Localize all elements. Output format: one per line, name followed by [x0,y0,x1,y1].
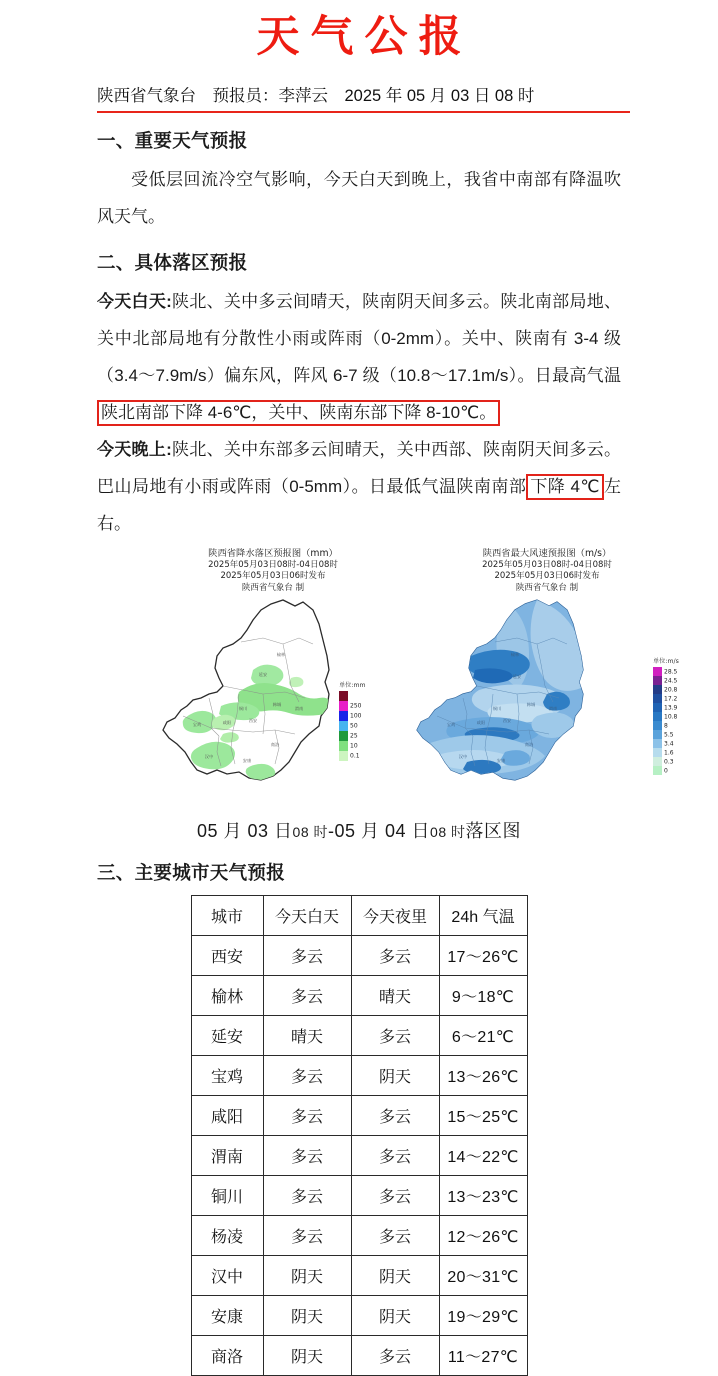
legend-swatch [653,667,678,676]
legend-swatch [339,691,348,701]
svg-text:延安: 延安 [512,674,522,679]
night-temp-highlight: 下降 4℃ [526,474,604,500]
temperature-cell: 15～25℃ [439,1096,527,1136]
legend-swatch [653,721,668,730]
city-cell: 西安 [191,936,263,976]
table-row [191,1256,527,1296]
temperature-cell: 13～23℃ [439,1176,527,1216]
day-weather-cell: 多云 [263,1056,351,1096]
legend-value: 10 [350,742,358,750]
svg-text:咸阳: 咸阳 [222,720,232,725]
wind-speed-legend [653,656,679,775]
svg-text:宝鸡: 宝鸡 [446,722,456,727]
svg-text:宝鸡: 宝鸡 [192,722,202,727]
legend-value: 8 [664,722,668,729]
legend-swatch [339,741,358,751]
legend-value: 50 [350,722,358,730]
precip-legend-bar [339,691,362,761]
maps-caption [97,818,621,845]
svg-text:汉中: 汉中 [458,754,468,759]
svg-text:韩城: 韩城 [272,702,282,707]
svg-text:商洛: 商洛 [524,742,534,747]
city-cell: 商洛 [191,1336,263,1376]
night-text: 陕北、关中东部多云间晴天，关中西部、陕南阴天间多云。巴山局地有小雨或阵雨（0-5mm）。日最低气温陕南南部 [97,440,621,496]
legend-swatch [653,766,668,775]
table-row [191,1136,527,1176]
wind-title-line2: 2025年05月03日08时-04日08时 [482,559,612,570]
legend-value: 17.2 [664,695,678,702]
header-day: 今天白天 [263,896,351,936]
day-weather-cell: 多云 [263,1136,351,1176]
night-text-tail: 左右。 [97,477,621,533]
svg-text:安康: 安康 [496,758,506,763]
wind-legend-bar [653,667,678,775]
legend-swatch [653,712,678,721]
svg-text:渭南: 渭南 [294,706,304,711]
night-weather-cell: 多云 [351,1016,439,1056]
legend-swatch [339,721,358,731]
legend-value: 13.9 [664,704,678,711]
day-weather-cell: 晴天 [263,1016,351,1056]
temperature-cell: 12～26℃ [439,1216,527,1256]
page-title: 天气公报 [256,12,473,62]
wind-title-line4: 陕西省气象台 制 [515,582,579,593]
svg-text:咸阳: 咸阳 [476,720,486,725]
wind-speed-map-canvas [397,594,697,809]
city-cell: 汉中 [191,1256,263,1296]
night-weather-cell: 多云 [351,1136,439,1176]
precip-legend-title: 单位:mm [339,682,366,689]
temperature-cell: 9～18℃ [439,976,527,1016]
city-cell: 宝鸡 [191,1056,263,1096]
svg-text:汉中: 汉中 [204,754,214,759]
section-2-heading: 二、具体落区预报 [97,252,248,273]
precip-title-line1: 陕西省降水落区预报图（mm） [208,548,338,559]
svg-text:渭南: 渭南 [548,706,558,711]
caption-part-3: -05 月 04 日 [328,821,431,841]
caption-part-5: 落区图 [465,821,522,841]
night-weather-cell: 多云 [351,1176,439,1216]
legend-value: 20.8 [664,686,678,693]
legend-value: 25 [350,732,358,740]
table-row [191,1336,527,1376]
precipitation-map-canvas [123,594,423,809]
table-row [191,1016,527,1056]
legend-swatch [653,730,674,739]
city-cell: 铜川 [191,1176,263,1216]
temperature-cell: 11～27℃ [439,1336,527,1376]
city-cell: 渭南 [191,1136,263,1176]
night-forecast-paragraph [97,431,621,542]
legend-value: 0.1 [350,752,360,760]
legend-swatch [653,676,678,685]
day-weather-cell: 多云 [263,1096,351,1136]
night-weather-cell: 多云 [351,1216,439,1256]
shaanxi-precipitation-map-icon [123,594,423,809]
caption-part-4: 08 时 [430,824,466,840]
night-label: 今天晚上: [97,440,172,459]
night-weather-cell: 阴天 [351,1256,439,1296]
legend-value: 1.6 [664,749,674,756]
document-body [97,127,679,1376]
legend-value: 250 [350,702,362,710]
day-weather-cell: 多云 [263,936,351,976]
city-cell: 榆林 [191,976,263,1016]
night-weather-cell: 多云 [351,1096,439,1136]
legend-value: 24.5 [664,677,678,684]
legend-swatch [339,751,360,761]
table-row [191,1056,527,1096]
temperature-cell: 19～29℃ [439,1296,527,1336]
legend-value: 5.5 [664,731,674,738]
legend-swatch [653,694,678,703]
table-row [191,1216,527,1256]
wind-title-line1: 陕西省最大风速预报图（m/s） [482,548,612,559]
legend-value: 0.3 [664,758,674,765]
day-weather-cell: 多云 [263,1216,351,1256]
legend-swatch [339,711,362,721]
night-weather-cell: 多云 [351,936,439,976]
day-weather-cell: 多云 [263,1176,351,1216]
section-1-paragraph: 受低层回流冷空气影响，今天白天到晚上，我省中南部有降温吹风天气。 [97,170,621,226]
svg-text:商洛: 商洛 [270,742,280,747]
day-weather-cell: 阴天 [263,1256,351,1296]
precipitation-map-title [123,548,423,594]
header-city: 城市 [191,896,263,936]
legend-value: 3.4 [664,740,674,747]
header-night: 今天夜里 [351,896,439,936]
precip-title-line2: 2025年05月03日08时-04日08时 [208,559,338,570]
night-weather-cell: 阴天 [351,1056,439,1096]
byline-row [97,84,630,113]
svg-text:延安: 延安 [258,672,268,677]
city-cell: 延安 [191,1016,263,1056]
wind-legend-title: 单位:m/s [653,658,679,665]
day-weather-cell: 阴天 [263,1336,351,1376]
forecast-maps-area [97,548,679,816]
header-temp: 24h 气温 [439,896,527,936]
section-1-heading: 一、重要天气预报 [97,130,248,151]
shaanxi-wind-speed-map-icon [397,594,697,809]
svg-text:榆林: 榆林 [510,652,520,657]
daytime-temp-highlight: 陕北南部下降 4-6℃，关中、陕南东部下降 8-10℃。 [97,400,500,426]
night-weather-cell: 晴天 [351,976,439,1016]
precipitation-legend [339,680,365,761]
table-row [191,1296,527,1336]
city-cell: 安康 [191,1296,263,1336]
legend-swatch [339,731,358,741]
table-header-row [191,896,527,936]
wind-speed-map-panel [397,548,697,816]
legend-value: 100 [350,712,362,720]
city-cell: 杨凌 [191,1216,263,1256]
svg-text:铜川: 铜川 [492,706,502,711]
byline-text: 陕西省气象台 预报员：李萍云 2025 年 05 月 03 日 08 时 [97,87,535,105]
svg-text:铜川: 铜川 [238,706,248,711]
legend-value: 28.5 [664,668,678,675]
legend-value: 0 [664,767,668,774]
wind-title-line3: 2025年05月03日06时发布 [494,571,600,581]
temperature-cell: 13～26℃ [439,1056,527,1096]
table-row [191,1176,527,1216]
daytime-label: 今天白天: [97,292,172,311]
legend-swatch [653,757,674,766]
precipitation-map-panel [123,548,423,816]
city-cell: 咸阳 [191,1096,263,1136]
table-row [191,1096,527,1136]
section-3-heading: 三、主要城市天气预报 [97,862,286,883]
legend-swatch [653,748,674,757]
daytime-forecast-paragraph [97,283,621,431]
precip-title-line4: 陕西省气象台 制 [241,582,305,593]
precip-title-line3: 2025年05月03日06时发布 [220,571,326,581]
legend-swatch [653,685,678,694]
legend-value: 10.8 [664,713,678,720]
table-row [191,936,527,976]
legend-swatch [653,739,674,748]
night-weather-cell: 阴天 [351,1296,439,1336]
temperature-cell: 17～26℃ [439,936,527,976]
svg-text:安康: 安康 [242,758,252,763]
temperature-cell: 6～21℃ [439,1016,527,1056]
svg-text:榆林: 榆林 [276,652,286,657]
temperature-cell: 14～22℃ [439,1136,527,1176]
table-row [191,976,527,1016]
svg-text:韩城: 韩城 [526,702,536,707]
day-weather-cell: 多云 [263,976,351,1016]
temperature-cell: 20～31℃ [439,1256,527,1296]
wind-map-title [397,548,697,594]
city-forecast-table [191,895,528,1376]
caption-part-2: 08 时 [292,824,328,840]
svg-text:西安: 西安 [502,718,512,723]
caption-part-1: 05 月 03 日 [196,821,293,841]
legend-swatch [339,701,362,711]
legend-swatch [653,703,678,712]
svg-text:西安: 西安 [248,718,258,723]
night-weather-cell: 多云 [351,1336,439,1376]
daytime-text: 陕北、关中多云间晴天，陕南阴天间多云。陕北南部局地、关中北部局地有分散性小雨或阵雨（0-2mm）。关中、陕南有 3-4 级（3.4～7.9m/s）偏东风，阵风 6-7 级（10.8～17.1m/s）。日最高气温 [97,292,621,385]
day-weather-cell: 阴天 [263,1296,351,1336]
